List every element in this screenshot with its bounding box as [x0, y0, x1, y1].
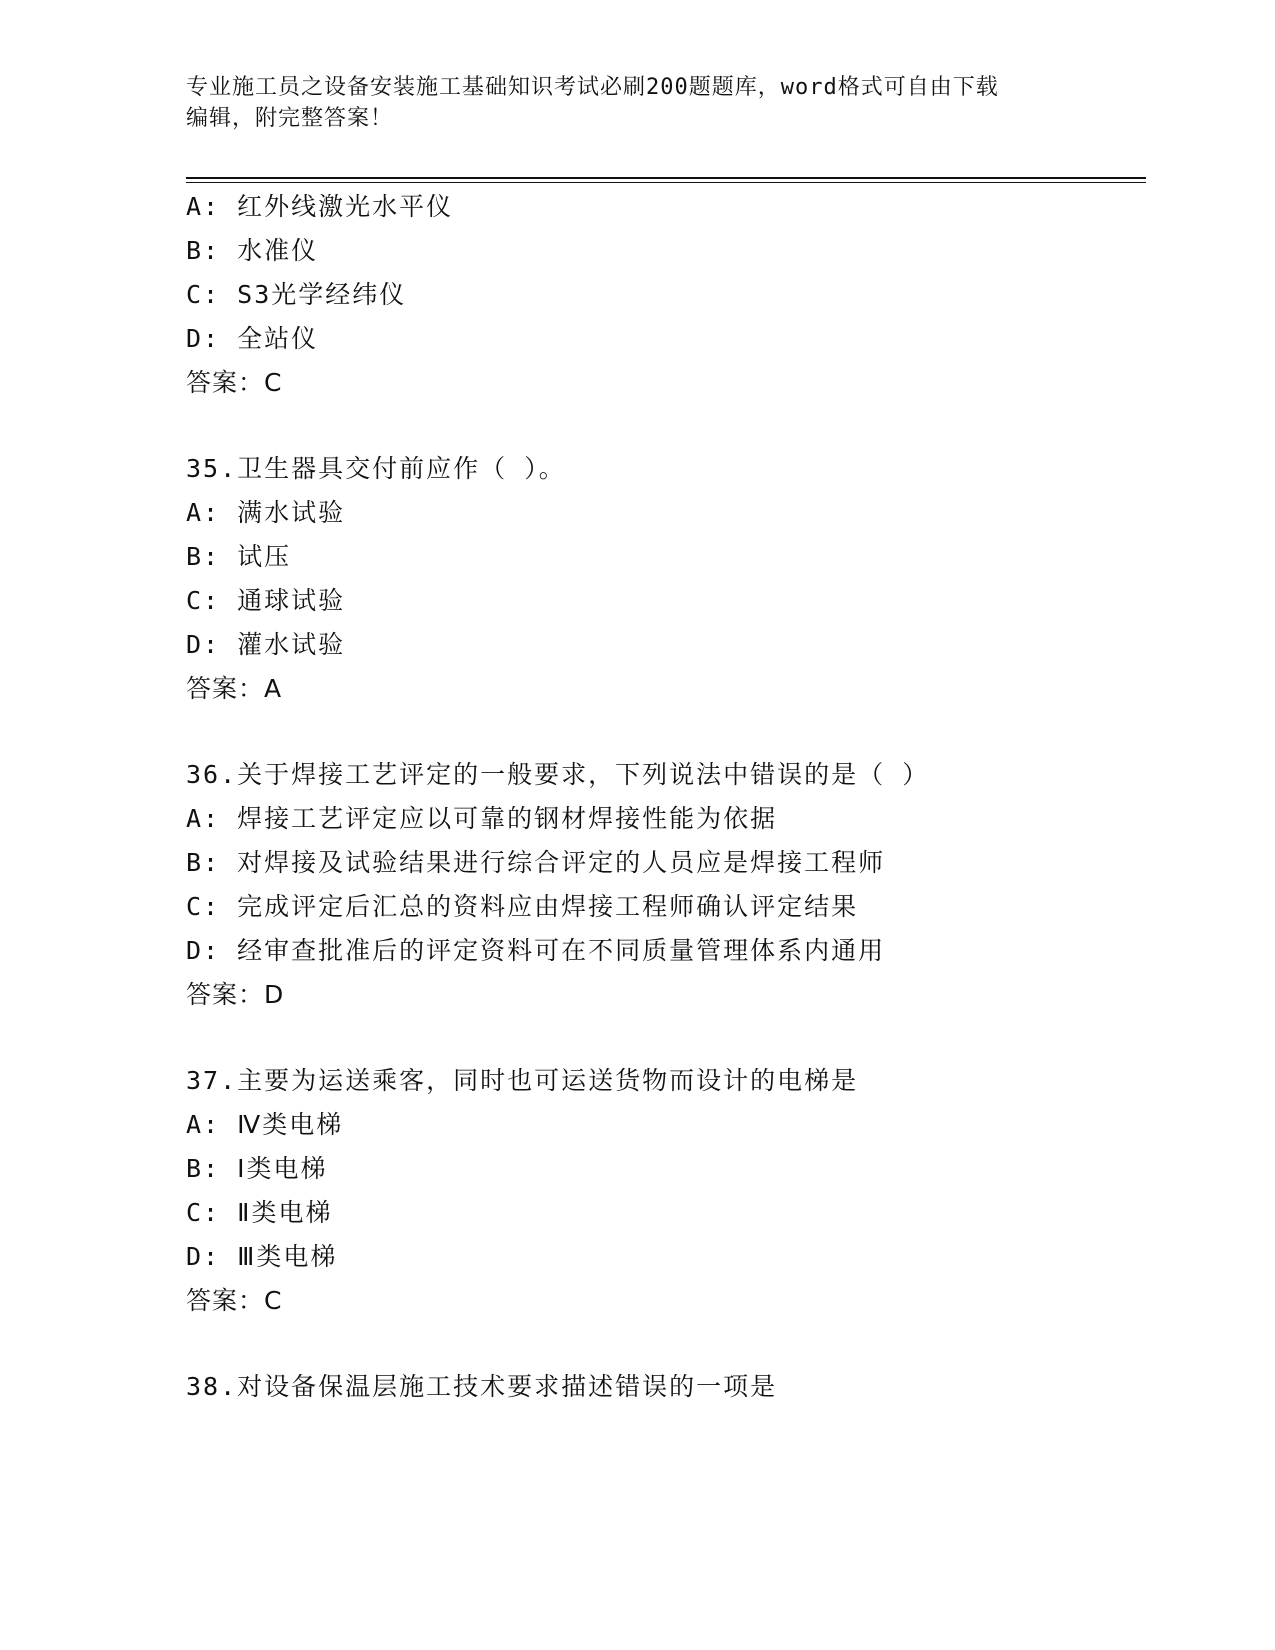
q37-option-c: C: Ⅱ类电梯 [186, 1198, 333, 1227]
header-title-line-2: 编辑，附完整答案！ [186, 106, 394, 131]
q38-question: 38.对设备保温层施工技术要求描述错误的一项是 [186, 1372, 778, 1401]
q35-option-a: A: 满水试验 [186, 498, 346, 527]
header-title-line-1: 专业施工员之设备安装施工基础知识考试必刷200题题库，word格式可自由下载 [186, 75, 999, 100]
q34-answer: 答案：C [186, 368, 283, 397]
q37-option-a: A: Ⅳ类电梯 [186, 1110, 344, 1139]
q37-answer: 答案：C [186, 1286, 283, 1315]
document-header [186, 72, 1086, 134]
q36-option-d: D: 经审查批准后的评定资料可在不同质量管理体系内通用 [186, 936, 886, 965]
header-divider-thin [186, 182, 1146, 183]
q36-answer: 答案：D [186, 980, 285, 1009]
q35-option-b: B: 试压 [186, 542, 292, 571]
q36-option-c: C: 完成评定后汇总的资料应由焊接工程师确认评定结果 [186, 892, 859, 921]
q34-option-d: D: 全站仪 [186, 324, 319, 353]
q35-answer: 答案：A [186, 674, 283, 703]
q34-option-c: C: S3光学经纬仪 [186, 280, 407, 309]
q34-option-b: B: 水准仪 [186, 236, 319, 265]
q36-option-a: A: 焊接工艺评定应以可靠的钢材焊接性能为依据 [186, 804, 778, 833]
q37-option-d: D: Ⅲ类电梯 [186, 1242, 338, 1271]
q35-option-c: C: 通球试验 [186, 586, 346, 615]
q35-question: 35.卫生器具交付前应作（ ）。 [186, 454, 566, 483]
q36-option-b: B: 对焊接及试验结果进行综合评定的人员应是焊接工程师 [186, 848, 886, 877]
q34-option-a: A: 红外线激光水平仪 [186, 192, 454, 221]
q37-question: 37.主要为运送乘客，同时也可运送货物而设计的电梯是 [186, 1066, 859, 1095]
q35-option-d: D: 灌水试验 [186, 630, 346, 659]
header-divider-thick [186, 177, 1146, 179]
q36-question: 36.关于焊接工艺评定的一般要求，下列说法中错误的是（ ） [186, 760, 930, 789]
q37-option-b: B: Ⅰ类电梯 [186, 1154, 328, 1183]
